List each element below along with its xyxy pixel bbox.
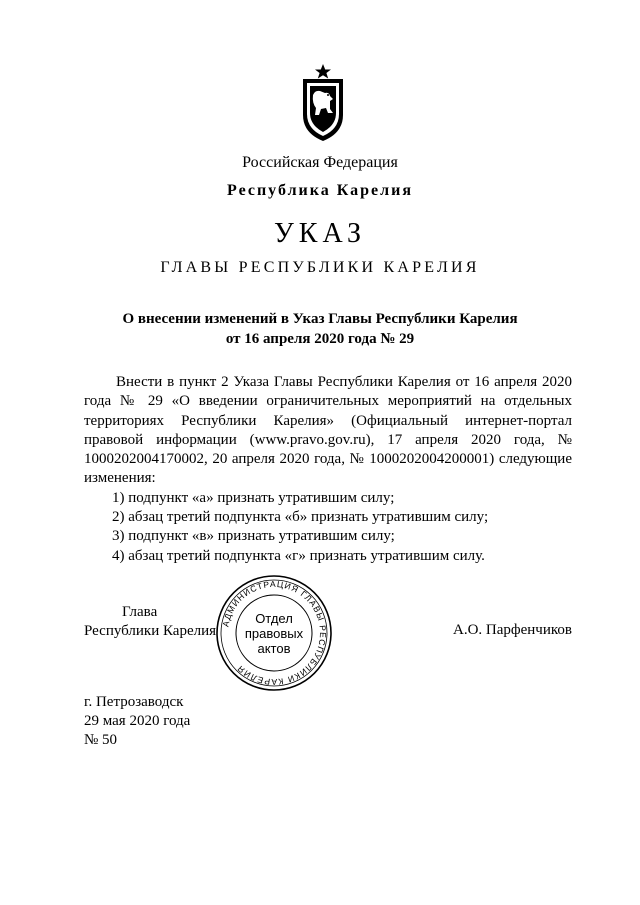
city: г. Петрозаводск xyxy=(84,694,184,710)
body-paragraph: Внести в пункт 2 Указа Главы Республики Карелия от 16 апреля 2020 года № 29 «О введении ограничительных мероприятий на отдельных территориях Республики Карелия» (Официальный интернет-портал правовой информации (www.pravo.gov.ru), 17 апреля 2020 года, № 1000202004170002, 20 апреля 2020 года, № 1000202004200001) следующие изменения: xyxy=(84,374,572,487)
stamp-line-2: правовых xyxy=(244,626,304,641)
list-item: 3) подпункт «в» признать утратившим силу; xyxy=(112,528,395,545)
list-item: 4) абзац третий подпункта «г» признать утратившим силу. xyxy=(112,547,485,564)
republic-name: Республика Карелия xyxy=(227,182,413,199)
amendment-list xyxy=(84,489,572,566)
decree-number: № 50 xyxy=(84,732,118,748)
karelia-coat-of-arms-icon xyxy=(297,63,349,143)
issuer-line: ГЛАВЫ РЕСПУБЛИКИ КАРЕЛИЯ xyxy=(160,259,480,276)
role-line-2: Республики Карелия xyxy=(84,623,217,639)
signatory-name: А.О. Парфенчиков xyxy=(453,622,572,638)
country-name: Российская Федерация xyxy=(242,154,398,171)
official-stamp xyxy=(214,573,334,693)
signatory-role xyxy=(84,603,224,641)
document-title xyxy=(0,309,640,349)
title-line-1: О внесении изменений в Указ Главы Республики Карелия xyxy=(122,311,518,327)
decree-date: 29 мая 2020 года xyxy=(84,713,191,729)
place-date-number xyxy=(84,693,190,750)
title-line-2: от 16 апреля 2020 года № 29 xyxy=(225,331,415,347)
list-item: 1) подпункт «а» признать утратившим силу; xyxy=(112,489,395,506)
stamp-ring-text: АДМИНИСТРАЦИЯ ГЛАВЫ РЕСПУБЛИКИ КАРЕЛИЯ xyxy=(220,578,329,688)
document-body xyxy=(84,373,572,566)
role-line-1: Глава xyxy=(122,604,158,620)
list-item: 2) абзац третий подпункта «б» признать утратившим силу; xyxy=(112,509,489,526)
stamp-line-3: актов xyxy=(257,641,291,656)
document-type: УКАЗ xyxy=(273,218,367,249)
stamp-line-1: Отдел xyxy=(255,611,293,626)
